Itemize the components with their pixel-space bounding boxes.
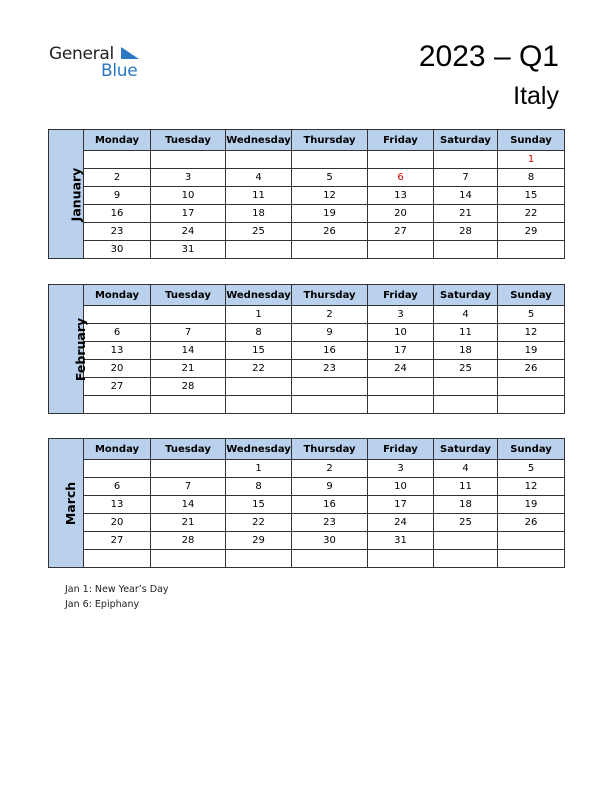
day-cell: 17	[151, 205, 226, 223]
weekday-header-row	[49, 285, 565, 306]
day-cell: 3	[151, 169, 226, 187]
weekday-header: Saturday	[434, 130, 498, 151]
day-cell: 17	[368, 496, 434, 514]
day-cell: 14	[434, 187, 498, 205]
day-cell: 22	[226, 360, 292, 378]
month-label: March	[63, 481, 79, 525]
day-cell: 22	[226, 514, 292, 532]
day-cell: 1	[226, 460, 292, 478]
month-label: February	[73, 317, 89, 381]
day-cell: 10	[368, 478, 434, 496]
day-cell: 1	[498, 151, 565, 169]
page-title: 2023 – Q1	[418, 40, 559, 73]
weekday-header: Tuesday	[151, 285, 226, 306]
day-cell: 20	[368, 205, 434, 223]
day-cell: 13	[368, 187, 434, 205]
day-cell: 4	[434, 306, 498, 324]
weekday-header: Thursday	[292, 130, 368, 151]
day-cell	[151, 396, 226, 414]
day-cell	[226, 241, 292, 259]
day-cell	[434, 396, 498, 414]
day-cell	[226, 550, 292, 568]
day-cell: 20	[84, 514, 151, 532]
month-table	[48, 129, 565, 259]
day-cell: 6	[368, 169, 434, 187]
week-row	[49, 514, 565, 532]
holiday-notes	[65, 583, 169, 612]
week-row	[49, 550, 565, 568]
day-cell: 4	[226, 169, 292, 187]
day-cell: 4	[434, 460, 498, 478]
logo-triangle-icon	[121, 47, 139, 59]
day-cell: 11	[434, 478, 498, 496]
day-cell	[434, 532, 498, 550]
day-cell	[151, 306, 226, 324]
weekday-header: Monday	[84, 130, 151, 151]
day-cell	[368, 396, 434, 414]
day-cell	[498, 378, 565, 396]
weekday-header-row	[49, 439, 565, 460]
week-row	[49, 151, 565, 169]
day-cell: 18	[434, 342, 498, 360]
day-cell: 13	[84, 496, 151, 514]
weekday-header: Thursday	[292, 285, 368, 306]
day-cell: 5	[498, 306, 565, 324]
day-cell: 2	[84, 169, 151, 187]
holiday-note: Jan 1: New Year’s Day	[65, 584, 169, 595]
day-cell: 27	[368, 223, 434, 241]
week-row	[49, 324, 565, 342]
day-cell: 23	[292, 360, 368, 378]
week-row	[49, 241, 565, 259]
day-cell	[226, 378, 292, 396]
weekday-header: Saturday	[434, 285, 498, 306]
generalblue-logo	[49, 44, 159, 84]
weekday-header: Saturday	[434, 439, 498, 460]
day-cell	[226, 151, 292, 169]
day-cell: 31	[368, 532, 434, 550]
day-cell: 25	[434, 514, 498, 532]
day-cell: 5	[292, 169, 368, 187]
day-cell: 15	[226, 496, 292, 514]
weekday-header: Wednesday	[226, 439, 292, 460]
day-cell: 8	[226, 478, 292, 496]
day-cell: 17	[368, 342, 434, 360]
day-cell: 31	[151, 241, 226, 259]
day-cell	[292, 241, 368, 259]
day-cell	[84, 151, 151, 169]
day-cell: 6	[84, 324, 151, 342]
day-cell	[368, 378, 434, 396]
day-cell: 23	[84, 223, 151, 241]
week-row	[49, 378, 565, 396]
day-cell	[84, 550, 151, 568]
day-cell: 2	[292, 306, 368, 324]
day-cell: 19	[498, 342, 565, 360]
day-cell	[498, 241, 565, 259]
month-calendar-march	[48, 438, 564, 568]
day-cell: 7	[434, 169, 498, 187]
month-label-cell	[49, 285, 89, 414]
month-table	[48, 284, 565, 414]
week-row	[49, 360, 565, 378]
day-cell: 11	[434, 324, 498, 342]
day-cell: 9	[292, 324, 368, 342]
logo-general-text: General	[49, 44, 114, 64]
day-cell: 6	[84, 478, 151, 496]
day-cell: 25	[434, 360, 498, 378]
month-calendar-january	[48, 129, 564, 259]
day-cell	[292, 151, 368, 169]
week-row	[49, 496, 565, 514]
day-cell: 8	[498, 169, 565, 187]
day-cell: 30	[84, 241, 151, 259]
weekday-header: Monday	[84, 439, 151, 460]
day-cell: 14	[151, 496, 226, 514]
day-cell: 23	[292, 514, 368, 532]
weekday-header: Friday	[368, 285, 434, 306]
day-cell	[84, 460, 151, 478]
day-cell	[292, 396, 368, 414]
day-cell: 24	[368, 514, 434, 532]
day-cell: 24	[368, 360, 434, 378]
week-row	[49, 478, 565, 496]
day-cell	[498, 396, 565, 414]
week-row	[49, 396, 565, 414]
day-cell: 16	[84, 205, 151, 223]
day-cell: 3	[368, 460, 434, 478]
day-cell: 10	[368, 324, 434, 342]
day-cell: 14	[151, 342, 226, 360]
day-cell	[151, 151, 226, 169]
logo-blue-text: Blue	[101, 61, 138, 81]
day-cell: 21	[151, 514, 226, 532]
day-cell: 13	[84, 342, 151, 360]
country-name: Italy	[513, 82, 559, 110]
day-cell	[434, 550, 498, 568]
day-cell: 27	[84, 532, 151, 550]
day-cell	[84, 396, 151, 414]
day-cell: 19	[498, 496, 565, 514]
day-cell: 10	[151, 187, 226, 205]
day-cell: 28	[151, 378, 226, 396]
day-cell: 30	[292, 532, 368, 550]
week-row	[49, 306, 565, 324]
day-cell: 7	[151, 324, 226, 342]
day-cell: 2	[292, 460, 368, 478]
weekday-header: Wednesday	[226, 130, 292, 151]
day-cell: 18	[226, 205, 292, 223]
day-cell: 28	[434, 223, 498, 241]
day-cell: 12	[498, 478, 565, 496]
weekday-header: Sunday	[498, 130, 565, 151]
day-cell	[368, 550, 434, 568]
weekday-header: Friday	[368, 130, 434, 151]
day-cell: 25	[226, 223, 292, 241]
week-row	[49, 532, 565, 550]
day-cell	[434, 378, 498, 396]
day-cell	[226, 396, 292, 414]
day-cell: 20	[84, 360, 151, 378]
month-label-cell	[49, 439, 84, 568]
day-cell	[368, 241, 434, 259]
month-table	[48, 438, 565, 568]
weekday-header: Friday	[368, 439, 434, 460]
day-cell: 12	[498, 324, 565, 342]
weekday-header: Sunday	[498, 285, 565, 306]
month-label: January	[68, 167, 84, 221]
day-cell: 22	[498, 205, 565, 223]
day-cell: 29	[498, 223, 565, 241]
day-cell: 27	[84, 378, 151, 396]
day-cell: 18	[434, 496, 498, 514]
day-cell: 26	[292, 223, 368, 241]
day-cell	[151, 550, 226, 568]
day-cell: 1	[226, 306, 292, 324]
day-cell: 9	[292, 478, 368, 496]
day-cell: 29	[226, 532, 292, 550]
weekday-header: Tuesday	[151, 439, 226, 460]
day-cell: 7	[151, 478, 226, 496]
day-cell: 19	[292, 205, 368, 223]
week-row	[49, 187, 565, 205]
day-cell	[84, 306, 151, 324]
day-cell: 8	[226, 324, 292, 342]
day-cell	[498, 532, 565, 550]
day-cell: 12	[292, 187, 368, 205]
day-cell: 26	[498, 360, 565, 378]
day-cell: 21	[151, 360, 226, 378]
week-row	[49, 205, 565, 223]
weekday-header: Thursday	[292, 439, 368, 460]
day-cell: 9	[84, 187, 151, 205]
day-cell: 16	[292, 342, 368, 360]
day-cell	[368, 151, 434, 169]
day-cell	[292, 378, 368, 396]
day-cell: 26	[498, 514, 565, 532]
week-row	[49, 460, 565, 478]
day-cell: 3	[368, 306, 434, 324]
day-cell: 5	[498, 460, 565, 478]
day-cell: 24	[151, 223, 226, 241]
day-cell: 16	[292, 496, 368, 514]
day-cell: 15	[226, 342, 292, 360]
day-cell	[292, 550, 368, 568]
day-cell: 15	[498, 187, 565, 205]
week-row	[49, 223, 565, 241]
day-cell: 28	[151, 532, 226, 550]
day-cell: 11	[226, 187, 292, 205]
week-row	[49, 342, 565, 360]
weekday-header: Sunday	[498, 439, 565, 460]
weekday-header-row	[49, 130, 565, 151]
weekday-header: Tuesday	[151, 130, 226, 151]
day-cell	[434, 241, 498, 259]
day-cell	[498, 550, 565, 568]
weekday-header: Monday	[84, 285, 151, 306]
day-cell: 21	[434, 205, 498, 223]
month-label-cell	[49, 130, 84, 259]
day-cell	[434, 151, 498, 169]
week-row	[49, 169, 565, 187]
month-calendar-february	[48, 284, 564, 414]
weekday-header: Wednesday	[226, 285, 292, 306]
day-cell	[151, 460, 226, 478]
holiday-note: Jan 6: Epiphany	[65, 598, 140, 610]
